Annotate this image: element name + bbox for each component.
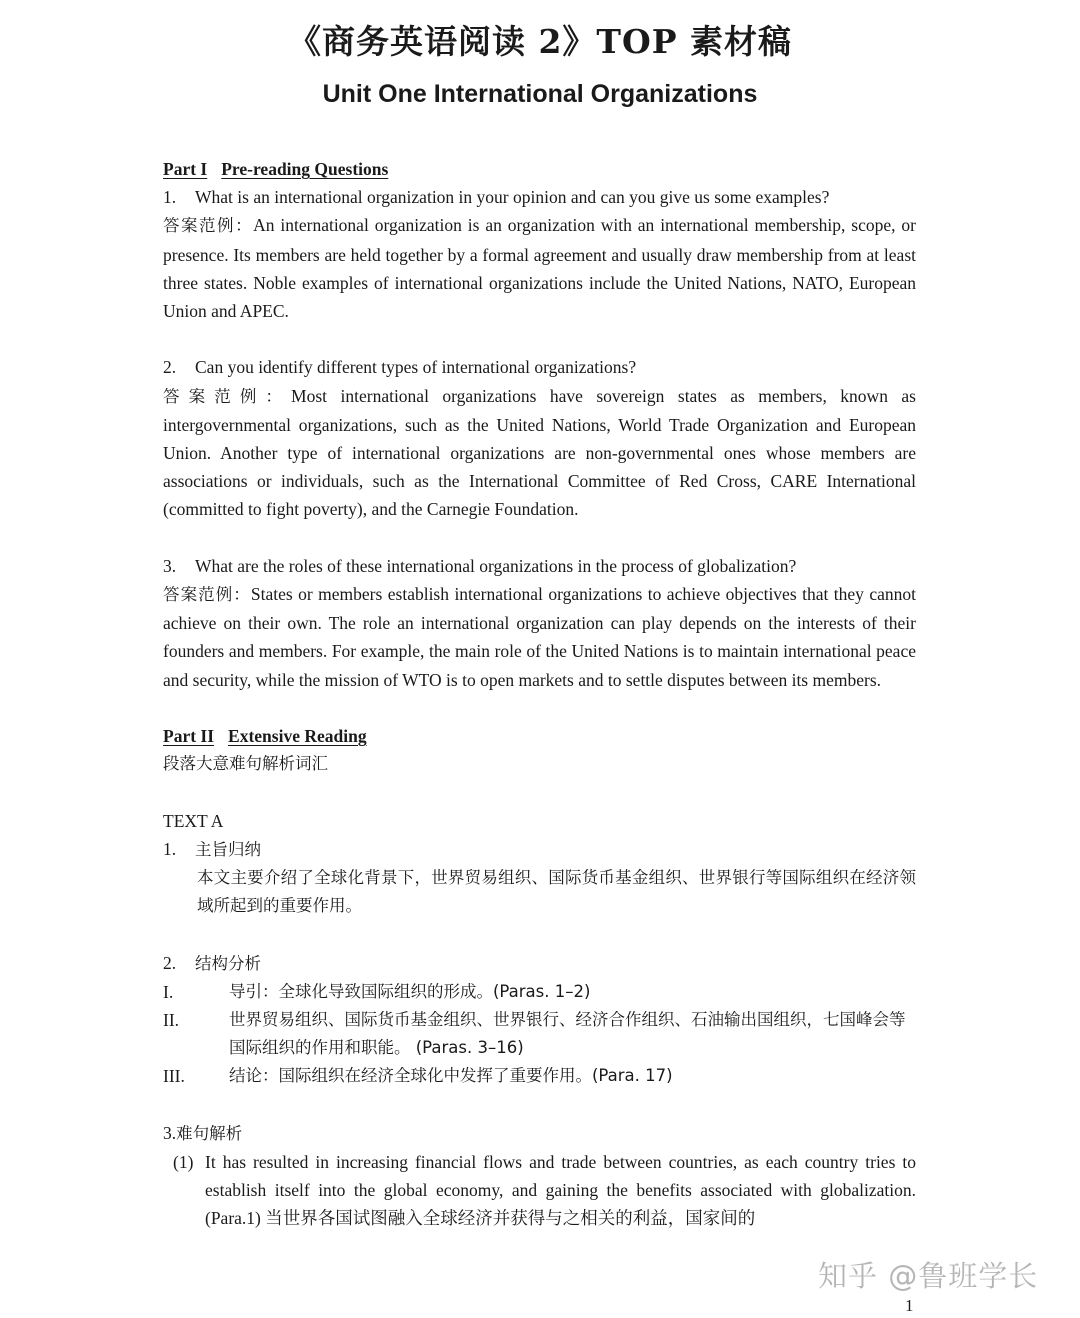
document-title: 《商务英语阅读 2》TOP 素材稿 xyxy=(287,22,793,61)
answer-3-text: States or members establish international organizations to achieve objectives that they cannot achieve on their own. The role an international organization can play depends on the interests of their founders and members. For example, the main role of the United Nations is to maintain international peace and security, while the mission of WTO is to open markets and to settle disputes between its members. xyxy=(163,584,916,690)
structure-item-1-roman: I. xyxy=(163,981,174,1002)
difficult-number: 3. xyxy=(163,1122,177,1143)
part1-heading-label: Part I Pre-reading Questions xyxy=(163,159,389,179)
structure-item-1 xyxy=(163,978,916,1006)
structure-label: 结构分析 xyxy=(195,953,261,973)
difficult-sentence-1 xyxy=(163,1148,916,1233)
part2-heading xyxy=(163,722,916,750)
main-idea-label: 主旨归纳 xyxy=(195,839,261,859)
question-2-text: Can you identify different types of international organizations? xyxy=(195,357,637,378)
question-3-number: 3. xyxy=(163,555,177,576)
main-idea-text: 本文主要介绍了全球化背景下，世界贸易组织、国际货币基金组织、世界银行等国际组织在经济领域所起到的重要作用。 xyxy=(197,868,916,916)
structure-item-2-roman: II. xyxy=(163,1010,180,1031)
answer-1 xyxy=(163,211,916,325)
watermark-text: 知乎 @鲁班学长 xyxy=(818,1259,1039,1293)
difficult-sentence-1-text: It has resulted in increasing financial flows and trade between countries, as each country tries to establish itself into the global economy, and gaining the benefits associated with globalization. (Para.1) 当世界各国试图融入全球经济并获得与之相关的利益，国家间的 xyxy=(205,1152,916,1229)
difficult-label: 难句解析 xyxy=(176,1123,243,1143)
answer-3 xyxy=(163,580,916,694)
main-idea-heading xyxy=(163,835,916,864)
difficult-sentence-1-number: (1) xyxy=(173,1152,194,1173)
question-3 xyxy=(163,552,916,580)
question-1-text: What is an international organization in your opinion and can you give us some examples? xyxy=(195,187,830,208)
answer-2-text: Most international organizations have sovereign states as members, known as intergovernmental organizations, such as the United Nations, World Trade Organization and European Union. Another type of international organizations are non-governmental ones whose members are associations or individuals, such as the International Committee of Red Cross, CARE International (committed to fight poverty), and the Carnegie Foundation. xyxy=(163,385,916,520)
question-2-number: 2. xyxy=(163,357,177,378)
structure-item-3-roman: III. xyxy=(163,1066,185,1087)
question-2 xyxy=(163,353,916,381)
document-body xyxy=(163,155,916,1233)
question-1 xyxy=(163,183,916,211)
answer-2-prefix: 答案范例： xyxy=(163,386,292,406)
page-number: 1 xyxy=(905,1296,914,1315)
answer-1-prefix: 答案范例： xyxy=(163,216,254,236)
structure-item-1-text: 导引：全球化导致国际组织的形成。(Paras. 1–2) xyxy=(229,981,591,1001)
part1-heading xyxy=(163,155,916,183)
answer-2 xyxy=(163,382,916,524)
text-a-label: TEXT A xyxy=(163,810,224,831)
difficult-heading xyxy=(163,1119,916,1148)
main-idea-number: 1. xyxy=(163,838,177,859)
part2-heading-label: Part II Extensive Reading xyxy=(163,726,367,747)
question-1-number: 1. xyxy=(163,187,177,208)
answer-3-prefix: 答案范例： xyxy=(163,585,251,605)
structure-item-2 xyxy=(163,1006,916,1062)
answer-1-text: An international organization is an organization with an international membership, scope, or presence. Its members are held together by a formal agreement and usually draw membership from at least three states. Noble examples of international organizations include the United Nations, NATO, European Union and APEC. xyxy=(163,215,916,322)
structure-item-3-text: 结论：国际组织在经济全球化中发挥了重要作用。(Para. 17) xyxy=(229,1066,673,1086)
structure-item-3 xyxy=(163,1062,916,1090)
structure-item-2-text: 世界贸易组织、国际货币基金组织、世界银行、经济合作组织、石油输出国组织，七国峰会等国际组织的作用和职能。 (Paras. 3–16) xyxy=(229,1010,906,1058)
part2-note: 段落大意难句解析词汇 xyxy=(163,754,328,774)
structure-number: 2. xyxy=(163,952,177,973)
unit-title: Unit One International Organizations xyxy=(322,80,758,108)
question-3-text: What are the roles of these international organizations in the process of globalization? xyxy=(195,555,797,576)
structure-heading xyxy=(163,949,916,978)
